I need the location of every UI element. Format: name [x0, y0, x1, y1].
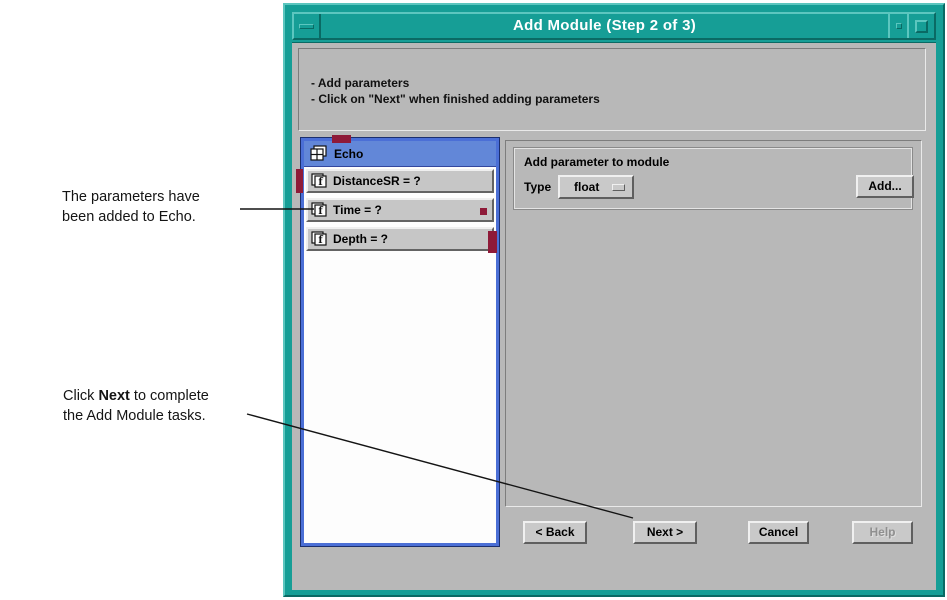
back-button[interactable]: < Back: [523, 521, 587, 544]
annotation-click-next: [63, 386, 209, 426]
annotation-parameters-added: [62, 187, 200, 227]
annotation-line: The parameters have: [62, 189, 200, 205]
instructions-panel: [298, 48, 926, 131]
window-menu-dash-icon: [299, 24, 314, 29]
window-title: Add Module (Step 2 of 3): [512, 17, 697, 34]
marker-depth-right: [488, 231, 497, 253]
annotation-line: been added to Echo.: [62, 209, 196, 225]
module-grid-icon: [309, 145, 328, 162]
maximize-square-icon: [915, 20, 928, 33]
next-button[interactable]: Next >: [633, 521, 697, 544]
module-list: [304, 141, 496, 543]
type-option-value: float: [574, 180, 600, 194]
minimize-button[interactable]: [888, 14, 907, 38]
instruction-line: - Add parameters: [311, 76, 410, 90]
type-option-menu[interactable]: [558, 175, 634, 199]
parameter-label: DistanceSR = ?: [333, 174, 421, 188]
marker-distancesr-left: [296, 169, 303, 193]
annotation-line: the Add Module tasks.: [63, 408, 206, 424]
window-menu-button[interactable]: [294, 14, 321, 38]
marker-module-tab: [332, 135, 351, 143]
cancel-button[interactable]: Cancel: [748, 521, 809, 544]
module-name-label: Echo: [334, 146, 364, 161]
parameter-label: Depth = ?: [333, 232, 389, 246]
minimize-dot-icon: [896, 23, 902, 29]
help-button-disabled[interactable]: Help: [852, 521, 913, 544]
title-bar: [292, 12, 936, 40]
dialog-content: [292, 42, 936, 590]
parameter-item-distancesr[interactable]: [306, 169, 494, 193]
module-header-echo[interactable]: [304, 141, 496, 167]
parameter-form-panel: [505, 140, 922, 507]
svg-text:f: f: [318, 206, 323, 217]
instruction-line: - Click on "Next" when finished adding parameters: [311, 92, 600, 106]
option-menu-indicator-icon: [612, 184, 625, 191]
add-button[interactable]: Add...: [856, 175, 914, 198]
module-tree-panel: [300, 137, 500, 547]
maximize-button[interactable]: [907, 14, 934, 38]
add-parameter-groupbox: [513, 147, 913, 210]
float-parameter-icon: [311, 231, 328, 247]
type-label: Type: [524, 180, 552, 194]
parameter-item-depth[interactable]: [306, 227, 494, 251]
add-module-dialog: [283, 3, 945, 597]
groupbox-title: Add parameter to module: [524, 155, 670, 169]
svg-text:f: f: [318, 235, 323, 246]
parameter-item-time[interactable]: [306, 198, 494, 222]
svg-text:f: f: [318, 177, 323, 188]
annotation-line: Click Next to complete: [63, 388, 209, 404]
float-parameter-icon: [311, 202, 328, 218]
float-parameter-icon: [311, 173, 328, 189]
parameter-label: Time = ?: [333, 203, 382, 217]
marker-time-right: [480, 208, 487, 215]
